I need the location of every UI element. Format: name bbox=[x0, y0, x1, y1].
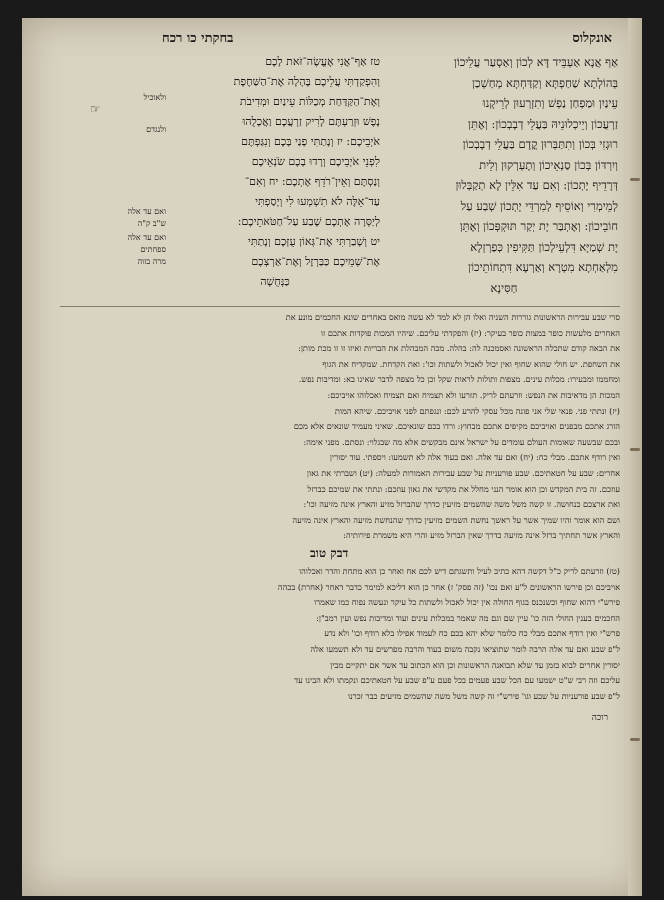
targum-line: דְּרָדֵיף יָתְכוֹן: וְאִם עַד אִלֵּין לָא תְקַבְּלוּן bbox=[455, 178, 618, 192]
targum-column bbox=[390, 52, 618, 298]
margin-note: ש"ב ק"ה bbox=[137, 219, 166, 228]
binding-stitch bbox=[630, 448, 640, 451]
rashi-line: את השחפת. יש חולי שהוא שחוף ואין יכול לאכול ולשתות וכו': ואת הקדחת. שמקדיח את הגוף bbox=[322, 358, 620, 369]
torah-line: אֶת־שְׁמֵיכֶם כַּבַּרְזֶל וְאֶת־אַרְצְכֶם bbox=[251, 255, 380, 268]
torah-line: עַד־אֵלֶּה לֹא תִשְׁמְעוּ לִי וְיָסַפְתִּי bbox=[255, 195, 380, 208]
rashi-commentary bbox=[60, 310, 620, 544]
torah-line: וְהִפְקַדְתִּי עֲלֵיכֶם בֶּהָלָה אֶת־הַשַּׁחֶפֶת bbox=[233, 75, 380, 88]
rashi-line: המכות הן מדאיבות את הנפש: וזרעתם לריק. תזרעו ולא תצמיח ואם תצמיח ואכלוהו אויביכם: bbox=[327, 389, 620, 400]
book-page bbox=[22, 18, 642, 896]
torah-line: טז אַף־אֲנִי אֶעֱשֶׂה־זֹּאת לָכֶם bbox=[265, 55, 380, 68]
targum-line: מִלְאַחְתָא מִטְרָא וְאַרְעָא דִּתְחוֹתֵיכוֹן bbox=[468, 260, 618, 274]
rashi-line: (יז) ונתתי פני. פנאי שלי אני פונה מכל עסקי להרע לכם: ונגפתם לפני אויביכם. שיהא המות bbox=[334, 405, 620, 416]
rashi-line: סרי שבע עבירות הראשונות גוררות השניה ואלו הן לא למד לא עשה מואס באחרים שונא החכמים מונע את bbox=[285, 312, 620, 322]
commentary-line: פרש"י ואין רודף אתכם מבלי כח כלומר שלא יהא בכם כח לעמוד אפילו בלא רודף וכו' ולא נדע bbox=[324, 628, 620, 639]
targum-line: חוֹבֵיכוֹן: וְאֶתְבַּר יָת יְקַר תּוּקְפְּכוֹן וְאֶתֵּן bbox=[459, 219, 618, 233]
rashi-line: ושם הוא אומר והיו שמיך אשר על ראשך נחשת השמים מזיעין כדרך שהנחשת מזיעה והארץ אינה מזיעה bbox=[292, 514, 620, 525]
torah-line: וְאֶת־הַקַּדַּחַת מְכַלּוֹת עֵינַיִם וּמְדִיבֹת bbox=[239, 95, 380, 108]
commentary-line: יסורין אחרים לבוא בזמן עד שלא תבואנה הראשונות וכן הוא הכתוב עד אשר אם יתקיים מבין bbox=[330, 659, 620, 670]
margin-note: ולאוכיל bbox=[143, 93, 166, 102]
targum-line: יָת שְׁמַיָּא דִּלְעֵילְכוֹן תַּקִּיפִין כְּפַרְזְלָא bbox=[470, 239, 618, 254]
rashi-line: אחרים: שבע על חטאתיכם. שבע פורעניות על שבע עבירות האמורות למעלה: (יט) ושברתי את גאון bbox=[306, 467, 620, 478]
targum-line: לְמֵימְרִי וְאוֹסֵיף לְמִרְדֵּי יָתְכוֹן שְׁבַע עַל bbox=[460, 198, 618, 213]
targum-line: וְיִרְדּוֹן בְּכוֹן סַנְאֵיכוֹן וְתֶעְרְקוּן וְלֵית bbox=[479, 157, 618, 172]
rashi-line: ואת ארצכם כנחושה. זו קשה משל משה שהשמים מזיעין כדרך שהברזל מזיע והארץ אינה מזיעה וכו': bbox=[303, 499, 620, 510]
commentary-line: פירש"י דהוא שחוף וכשנכנס בגוף החולה אין יכול לאכול ולשתות כל עיקר ונעשה נפוח כמו שאמרו bbox=[313, 597, 620, 608]
torah-line: אֹיְבֵיכֶם: יז וְנָתַתִּי פָנַי בָּכֶם וְנִגַּפְתֶּם bbox=[241, 135, 380, 148]
rashi-line: את הבאה קודם שתכלה הראשונה ואסמכנה לה: בהלה. מכה המבהלת את הבריות ואיזו זו זו מכת מותן: bbox=[298, 343, 620, 354]
margin-note: ואם עד אלה bbox=[127, 207, 166, 216]
rashi-line: עוזכם. זה בית המקדש וכן הוא אומר הנני מחלל את מקדשי את גאון עוזכם: ונתתי את שמיכם כברזל bbox=[307, 483, 620, 494]
catchword: רוכה bbox=[591, 713, 608, 723]
divider bbox=[60, 306, 620, 307]
rashi-line: הורג אתכם מבפנים ואויביכם מקיפים אתכם מבחוץ: ורדו בכם שונאיכם. שאיני מעמיד שונאים אלא מכם bbox=[293, 421, 620, 432]
supercommentary bbox=[60, 564, 620, 704]
commentary-line: עליכם וזה רבי ש"ט ישמעו עם הכל שבע פעמים בכל פעם ע"פ שבע על חטאתיכם ונקמתו ולא הבינו עד bbox=[294, 675, 620, 686]
torah-line: כַּנְּחֻשָׁה bbox=[260, 275, 290, 288]
torah-line: לְיַסְּרָה אֶתְכֶם שֶׁבַע עַל־חַטֹּאתֵיכֶם: bbox=[237, 215, 380, 228]
commentary-line: ל"פ שבע ואם עד אלה הרבה לומר שתוציאו נקבה משום בעוד והרבה מפרשים עד ולא תשמעו אלה bbox=[310, 643, 620, 654]
rashi-line: ומחממו ומבעירו: מכלות עינים. מצפות ותולות לראות שקל וכן כל מצפה לדבר שאינו בא: ומדיבות נפש. bbox=[298, 374, 620, 385]
targum-line: אַף אֲנָא אַעְבֵּיד דָּא לְכוֹן וְאַסְעַר עֲלֵיכוֹן bbox=[453, 55, 618, 69]
binding-stitch bbox=[630, 178, 640, 181]
hand-pointer-icon: ☞ bbox=[90, 102, 101, 116]
rashi-line: והארץ אשר תחתיך ברזל אינה מזיעה כדרך שאין הברזל מזיע והרי היא משמרת פירותיה: bbox=[343, 530, 620, 541]
rashi-line: ובכם שבשעה שאומות העולם עומדים על ישראל אינם מבקשים אלא מה שבגלוי: ונסתם. מפני אימה: bbox=[303, 436, 620, 447]
targum-header: אונקלוס bbox=[572, 31, 612, 46]
page-spine bbox=[628, 18, 642, 896]
torah-line: לִפְנֵי אֹיְבֵיכֶם וְרָדוּ בָכֶם שֹׂנְאֵיכֶם bbox=[251, 155, 380, 168]
torah-column bbox=[170, 52, 380, 292]
torah-line: נָפֶשׁ וּזְרַעְתֶּם לָרִיק זַרְעֲכֶם וַאֲכָלֻהוּ bbox=[242, 115, 380, 128]
margin-note: ספחתים bbox=[140, 245, 166, 254]
commentary-line: ל"פ שבע פורעניות על שבע וגו' פירש"י זה קשה משל משה שהשמים מזיעים כבר זכרנו bbox=[347, 690, 620, 701]
margin-note: מרה בזוה bbox=[137, 257, 166, 266]
section-heading: דבק טוב bbox=[310, 546, 349, 560]
binding-stitch bbox=[630, 738, 640, 741]
margin-note: ולנגדם bbox=[146, 125, 166, 134]
rashi-line: ואין רודף אתכם. מבלי כח: (יח) ואם עד אלה. ואם בעוד אלה לא תשמעו: ויספתי. עוד יסורין bbox=[329, 452, 620, 463]
commentary-line: החכמים בענין החולי הזה כו' עיין שם וגם מה שאמר במכלות עינים ועוד ומדיבות נפש ועין רמב"ן: bbox=[316, 612, 620, 623]
torah-line: וְנַסְתֶּם וְאֵין־רֹדֵף אֶתְכֶם: יח וְאִם־ bbox=[244, 175, 380, 188]
rashi-line: האחרים מלעשות כופר במצות כופר בעיקר: (יז) והפקדתי עליכם. שיהיו המכות פוקדות אתכם זו bbox=[320, 327, 620, 338]
margin-note: ואם עד אלה bbox=[127, 233, 166, 242]
targum-line: חַסִּינָא bbox=[490, 280, 518, 295]
targum-line: זַרְעֲכוֹן וְיֵיכְלוּנֵיהּ בַּעֲלֵי דְבָבְכוֹן: וְאֶתֵּן bbox=[468, 116, 618, 131]
parsha-header: בחקתי כו רכח bbox=[162, 31, 234, 46]
targum-line: עֵינַיִן וּמַפְחַן נַפְשׁ וְתִזְרְעוּן לְרֵיקָנוּ bbox=[482, 96, 618, 110]
targum-line: בְּהוֹלְתָא שַׁחַפְתָּא וְקַדַּחְתָּא מְחַשְׁכַן bbox=[472, 75, 618, 90]
commentary-line: אויביכם וכן פירשו הראשונים ל"ע ואם נכו' (זה פסק' ז) אחר כן הוא דליכא למימר כדבר דאחר (אחרת) בכהה bbox=[277, 581, 620, 592]
targum-line: רוּגְזִי בְּכוֹן וְתִתַּבְּרוּן קֳדָם בַּעֲלֵי דְבָבְכוֹן bbox=[462, 137, 618, 151]
commentary-line: (טז) וזרעתם לריק כ"ל דקשה דהא כתיב לעיל ותשגתם דיש לכם אח ואחר כן הוא מתחת והדר ואכלוהו bbox=[298, 566, 620, 576]
torah-line: יט וְשָׁבַרְתִּי אֶת־גְּאוֹן עֻזְּכֶם וְנָתַתִּי bbox=[247, 235, 380, 248]
